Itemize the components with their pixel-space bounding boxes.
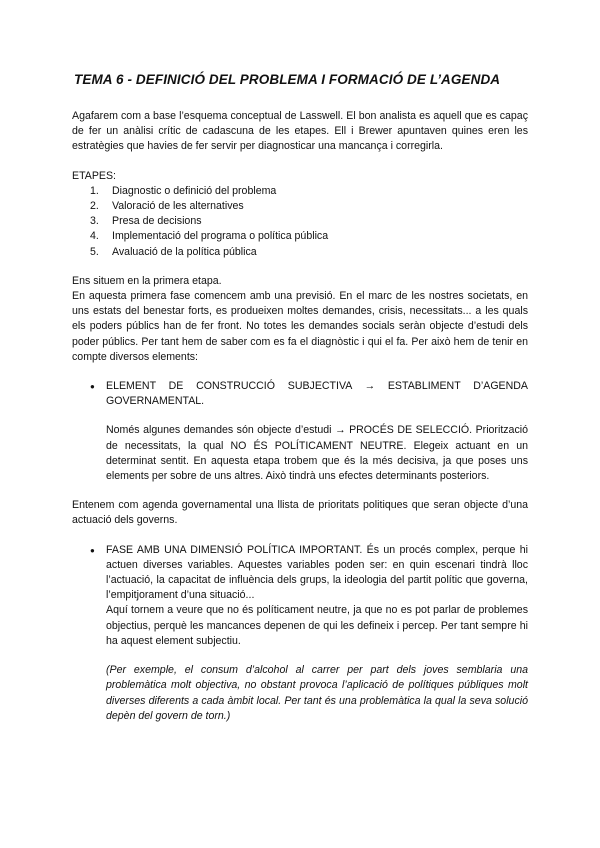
stages-heading: ETAPES: <box>72 169 116 182</box>
bullet-body: FASE AMB UNA DIMENSIÓ POLÍTICA IMPORTANT. És un procés complex, perque hi actuen diverses variables. Aquestes variables poden ser: en quin escenari tindrà lloc l’actuació, la capacitat de influència dels grups, la ideologia del partit polític que governa, l’empitjorament d’una situació... <box>106 543 528 602</box>
intro-paragraph: Agafarem com a base l’esquema conceptual de Lasswell. El bon analista es aquell que es capaç de fer un anàlisi crític de cadascuna de les etapes. Ell i Brewer apuntaven quines eren les estratègies que havies de fer servir per diagnosticar una mancança i corregirla. <box>72 110 528 153</box>
bullet-icon: ● <box>90 545 95 555</box>
bullet-heading: ELEMENT DE CONSTRUCCIÓ SUBJECTIVA → ESTABLIMENT D’AGENDA GOVERNAMENTAL. <box>106 380 528 408</box>
list-item: 5. Avaluació de la política pública <box>90 245 257 258</box>
bullet-icon: ● <box>90 382 95 392</box>
bullet-subjective-construction <box>90 379 528 484</box>
bullet-body-continued: Aquí tornem a veure que no és políticament neutre, ja que no es pot parlar de problemes objectius, perquè les mancances depenen de qui les defineix i percep. Per tant sempre hi ha aquest element subjectiu. <box>106 604 528 647</box>
list-item: 3. Presa de decisions <box>90 215 202 228</box>
list-item: 1. Diagnostic o definició del problema <box>90 184 277 197</box>
list-item: 2. Valoració de les alternatives <box>90 200 244 213</box>
bullet-body: Només algunes demandes són objecte d’estudi → PROCÉS DE SELECCIÓ. Priorització de necessitats, la qual NO ÉS POLÍTICAMENT NEUTRE. Elegeix actuant en un determinat sentit. En aquesta etapa trobem que és la més decisiva, ja que poses uns elements per sobre de uns altres. Això tindrà uns efectes determinants posteriors. <box>106 424 528 483</box>
example-note: (Per exemple, el consum d’alcohol al carrer per part dels joves semblaria una problemàtica molt objectiva, no obstant provoca l’aplicació de polítiques públiques molt diverses diferents a cada àmbit local. Per tant és una problemàtica la qual la seva solució depèn del govern de torn.) <box>106 664 528 722</box>
first-stage-paragraph: En aquesta primera fase comencem amb una previsió. En el marc de les nostres societats, en uns estats del benestar forts, es produeixen moltes demandes, crisis, necessitats... a les quals els poders públics han de fer front. No totes les demandes socials seràn objecte d’estudi dels poder públics. Per tant hem de saber com es fa el diagnòstic i qui el fa. Per això hem de tenir en compte diversos elements: <box>72 290 528 363</box>
bullet-political-dimension <box>90 543 528 724</box>
first-stage-line: Ens situem en la primera etapa. <box>72 274 222 287</box>
page-title: TEMA 6 - DEFINICIÓ DEL PROBLEMA I FORMACIÓ DE L’AGENDA <box>74 72 501 87</box>
list-item: 4. Implementació del programa o política pública <box>90 230 329 243</box>
agenda-paragraph: Entenem com agenda governamental una llista de prioritats politiques que seran objecte d’una actuació dels governs. <box>72 499 528 527</box>
stages-list <box>72 184 528 260</box>
